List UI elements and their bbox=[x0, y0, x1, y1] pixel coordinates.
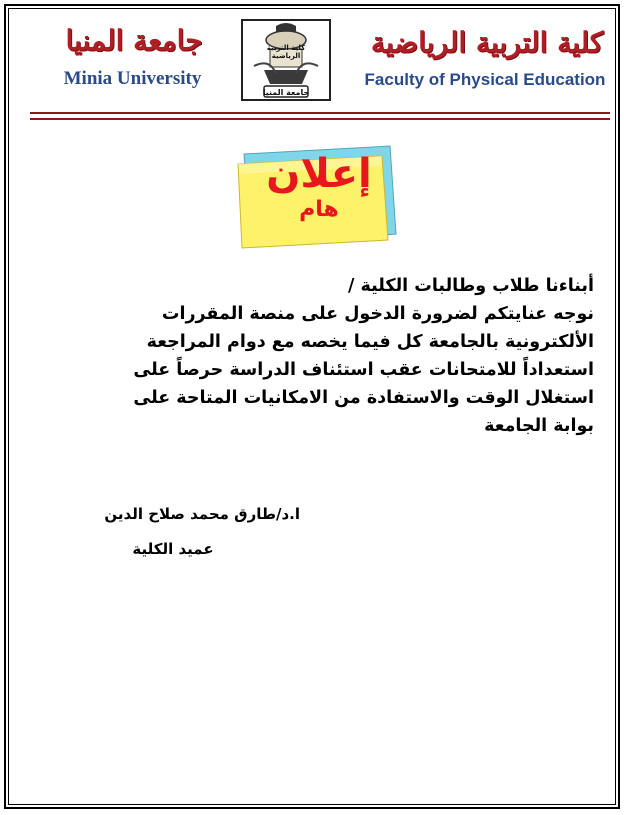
announcement-line: أبناءنا طلاب وطالبات الكلية / bbox=[348, 276, 594, 296]
announcement-line: الألكترونية بالجامعة كل فيما يخصه مع دوام المراجعة bbox=[146, 332, 594, 352]
banner-subtitle: هام bbox=[299, 197, 339, 222]
announcement-line: بوابة الجامعة bbox=[484, 416, 594, 436]
university-name-arabic: جامعة المنيا bbox=[65, 24, 203, 57]
announcement-body bbox=[42, 272, 594, 440]
announcement-line: نوجه عنايتكم لضرورة الدخول على منصة المقررات bbox=[161, 304, 594, 324]
emblem-caption: كلية التربية الرياضية bbox=[266, 44, 306, 60]
signatory-name: ا.د/طارق محمد صلاح الدين bbox=[104, 505, 300, 523]
announcement-line: استغلال الوقت والاستفادة من الامكانيات المتاحة على bbox=[133, 388, 594, 408]
university-name-english: Minia University bbox=[63, 68, 202, 89]
announcement-line: استعداداً للامتحانات عقب استئناف الدراسة حرصاً على bbox=[133, 360, 594, 380]
signatory-title: عميد الكلية bbox=[132, 540, 214, 558]
emblem-university-label: جامعة المنيا bbox=[262, 88, 310, 97]
header-divider-top bbox=[30, 112, 610, 114]
letterhead bbox=[0, 0, 626, 110]
banner-title: إعلان bbox=[266, 151, 372, 197]
faculty-name-english: Faculty of Physical Education bbox=[364, 70, 606, 89]
header-divider-bottom bbox=[30, 118, 610, 120]
faculty-name-arabic: كلية التربية الرياضية bbox=[370, 26, 604, 59]
